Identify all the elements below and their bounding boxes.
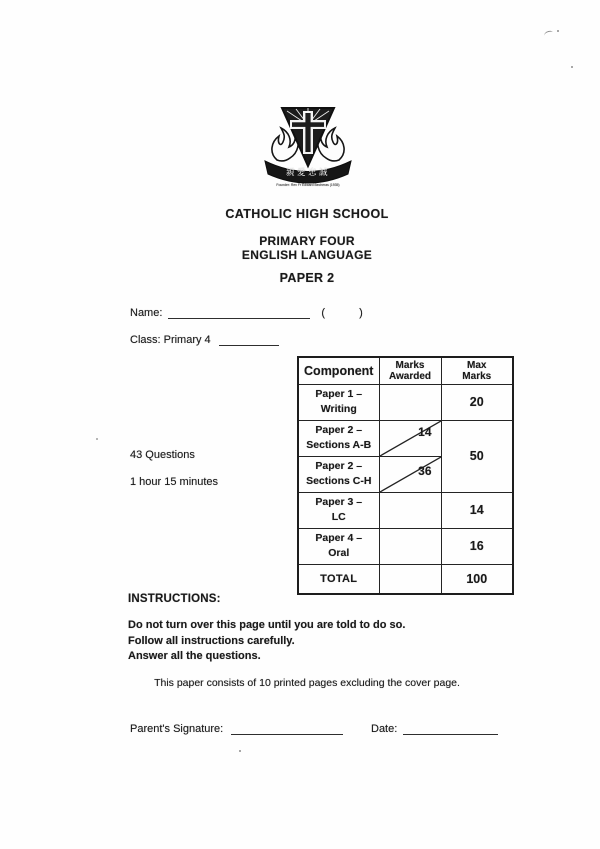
index-paren-close: ): [359, 307, 363, 319]
school-crest: [256, 98, 360, 198]
max-marks-cell: 16: [441, 528, 513, 564]
component-cell: Paper 1 – Writing: [298, 384, 379, 420]
question-count: 43 Questions: [130, 449, 195, 461]
max-marks-cell: 14: [441, 492, 513, 528]
marks-awarded-cell: [379, 384, 441, 420]
name-blank-line: [168, 305, 310, 319]
scan-mark: [571, 66, 573, 68]
scan-mark: [543, 30, 553, 38]
crest-founder-text: Founder: Rev Fr Edward Becheras (1935): [276, 183, 340, 187]
table-row: [298, 384, 513, 420]
scan-mark: [239, 750, 241, 752]
class-label: Class: Primary 4: [130, 334, 211, 346]
table-row: [298, 528, 513, 564]
instruction-line: Answer all the questions.: [128, 650, 261, 662]
instructions-heading: INSTRUCTIONS:: [128, 593, 221, 605]
table-row: [298, 420, 513, 456]
marks-awarded-cell: [379, 528, 441, 564]
component-cell: Paper 4 – Oral: [298, 528, 379, 564]
scan-mark: [557, 30, 559, 32]
school-name: CATHOLIC HIGH SCHOOL: [225, 207, 389, 221]
total-label-cell: TOTAL: [298, 564, 379, 594]
class-row: [130, 332, 279, 346]
signature-blank-line: [231, 721, 343, 735]
scan-mark: [96, 438, 98, 440]
index-paren-open: (: [321, 307, 326, 319]
marks-awarded-cell: [379, 492, 441, 528]
max-marks-cell: 50: [441, 420, 513, 492]
component-cell: Paper 3 – LC: [298, 492, 379, 528]
marks-awarded-cell: [379, 564, 441, 594]
out-of-marks: 36: [418, 463, 432, 478]
date-blank-line: [403, 721, 498, 735]
max-marks-cell: 100: [441, 564, 513, 594]
col-header-marks-awarded: Marks Awarded: [379, 357, 441, 384]
table-row-total: [298, 564, 513, 594]
instruction-line: Do not turn over this page until you are told to do so.: [128, 619, 406, 631]
name-label: Name:: [130, 307, 163, 319]
marks-awarded-cell: [379, 456, 441, 492]
col-header-component: Component: [298, 357, 379, 384]
parent-signature-label: Parent's Signature:: [130, 723, 224, 735]
name-row: [130, 305, 363, 319]
instruction-line: Follow all instructions carefully.: [128, 634, 295, 647]
exam-duration: 1 hour 15 minutes: [130, 476, 219, 488]
max-marks-cell: 20: [441, 384, 513, 420]
date-row: [371, 721, 498, 735]
component-cell: Paper 2 – Sections C-H: [298, 456, 379, 492]
col-header-max-marks: Max Marks: [441, 357, 513, 384]
out-of-marks: 14: [418, 424, 432, 439]
table-row: [298, 492, 513, 528]
marks-table: [297, 356, 514, 595]
instructions-section: [128, 593, 405, 666]
parent-signature-row: [130, 721, 343, 735]
class-blank-line: [219, 332, 279, 346]
component-cell: Paper 2 – Sections A-B: [298, 420, 379, 456]
table-header-row: [298, 357, 513, 384]
marks-awarded-cell: [379, 420, 441, 456]
school-crest-icon: [256, 98, 360, 198]
date-label: Date:: [371, 723, 398, 735]
pages-note: This paper consists of 10 printed pages excluding the cover page.: [154, 677, 460, 689]
subject-title: ENGLISH LANGUAGE: [241, 248, 373, 262]
crest-motto: 親愛忠誠: [285, 167, 331, 177]
level-title: PRIMARY FOUR: [259, 234, 355, 248]
paper-title: PAPER 2: [279, 271, 335, 285]
